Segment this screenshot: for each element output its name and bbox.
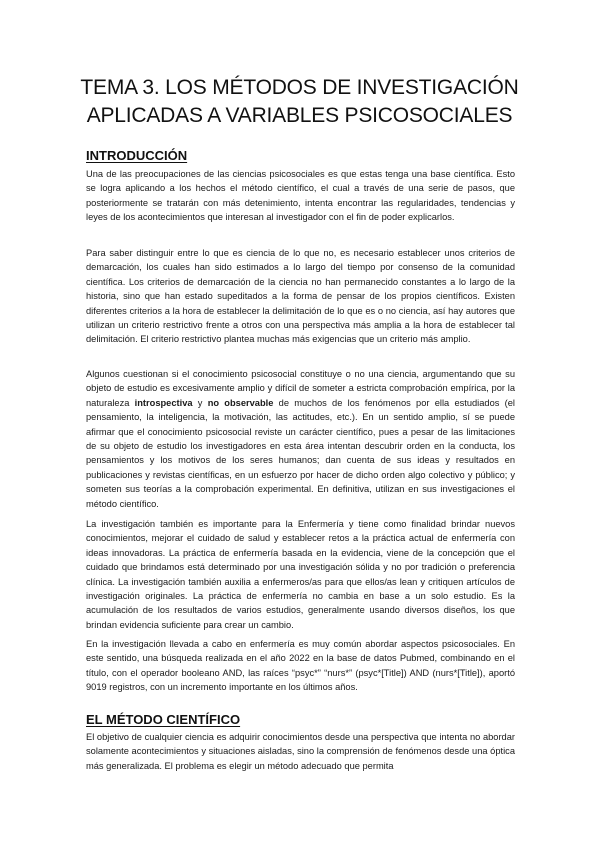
title-line-1: TEMA 3. LOS MÉTODOS DE INVESTIGACIÓN	[80, 76, 519, 99]
paragraph-intro-3	[86, 367, 515, 511]
emphasis-introspectiva: introspectiva	[134, 397, 193, 408]
page-title	[60, 74, 539, 130]
paragraph-metodo-1: El objetivo de cualquier ciencia es adquirir conocimientos desde una perspectiva que intenta no abordar solamente acontecimientos y situaciones aisladas, sino la comprensión de fenómenos desde una óptica más generalizada. El problema es elegir un método adecuado que permita	[86, 732, 515, 771]
paragraph-intro-3-text-a: Algunos cuestionan si el conocimiento psicosocial constituye o no una ciencia, argumentando que su objeto de estudio es excesivamente amplio y difícil de someter a estricta comprobación empírica, por la naturaleza	[86, 369, 515, 408]
paragraph-intro-3-text-d: de muchos de los fenómenos por ella estudiados (el pensamiento, la inteligencia, la motivación, las actitudes, etc.). En un sentido amplio, sí se puede afirmar que el conocimiento psicosocial reviste un carácter científico, pues a pesar de las limitaciones de su objeto de estudio los investigadores en esta área intentan descubrir orden en la conducta, los pensamientos y los motivos de los seres humanos; dan cuenta de sus ideas y resultados en publicaciones y revistas científicas, en un esfuerzo por hacer de dicho orden algo colectivo y público; y someten sus teorías a la comprobación experimental. En definitiva, utilizan en sus investigaciones el método científico.	[86, 397, 515, 509]
title-line-2: APLICADAS A VARIABLES PSICOSOCIALES	[86, 104, 513, 127]
section-heading-introduccion: INTRODUCCIÓN	[86, 148, 188, 163]
emphasis-no-observable: no observable	[207, 397, 274, 408]
paragraph-intro-3-text-c: y	[192, 397, 208, 408]
section-heading-metodo-cientifico: EL MÉTODO CIENTÍFICO	[86, 712, 241, 727]
paragraph-intro-2: Para saber distinguir entre lo que es ciencia de lo que no, es necesario establecer unos criterios de demarcación, los cuales han sido estimados a lo largo del tiempo por consenso de la comunidad científica. Los criterios de demarcación de la ciencia no han permanecido constantes a lo largo de la historia, sino que han estado supeditados a la forma de pensar de los propios científicos. Existen diferentes criterios a la hora de establecer la delimitación de lo que es o no ciencia, así hay autores que utilizan un criterio restrictivo frente a otros con una perspectiva más amplia a la hora de establecer tal delimitación. El criterio restrictivo plantea muchas más exigencias que un criterio más amplio.	[86, 248, 515, 345]
paragraph-intro-5: En la investigación llevada a cabo en enfermería es muy común abordar aspectos psicosociales. En este sentido, una búsqueda realizada en el año 2022 en la base de datos Pubmed, combinando en el título, con el operador booleano AND, las raíces “psyc*” “nurs*” (psyc*[Title]) AND (nurs*[Title]), aportó 9019 registros, con un incremento importante en los últimos años.	[86, 639, 515, 693]
paragraph-intro-1: Una de las preocupaciones de las ciencias psicosociales es que estas tenga una base científica. Esto se logra aplicando a los hechos el método científico, el cual a través de una serie de pasos, que posteriormente se tratarán con más detenimiento, intenta encontrar las regularidades, tendencias y leyes de los acontecimientos que interesan al investigador con el fin de poder explicarlos.	[86, 169, 515, 223]
paragraph-intro-4: La investigación también es importante para la Enfermería y tiene como finalidad brindar nuevos conocimientos, mejorar el cuidado de salud y establecer retos a la práctica actual de enfermería con ideas innovadoras. La práctica de enfermería basada en la evidencia, viene de la concepción que el cuidado que brindamos está determinado por una investigación sólida y no por tradición o preferencia clínica. La investigación también auxilia a enfermeros/as para que ellos/as lean y critiquen artículos de investigación originales. La práctica de enfermería no cambia en base a un solo estudio. Es la acumulación de los resultados de varios estudios, generalmente usando diversos diseños, los que brindan evidencia suficiente para crear un cambio.	[86, 519, 515, 630]
